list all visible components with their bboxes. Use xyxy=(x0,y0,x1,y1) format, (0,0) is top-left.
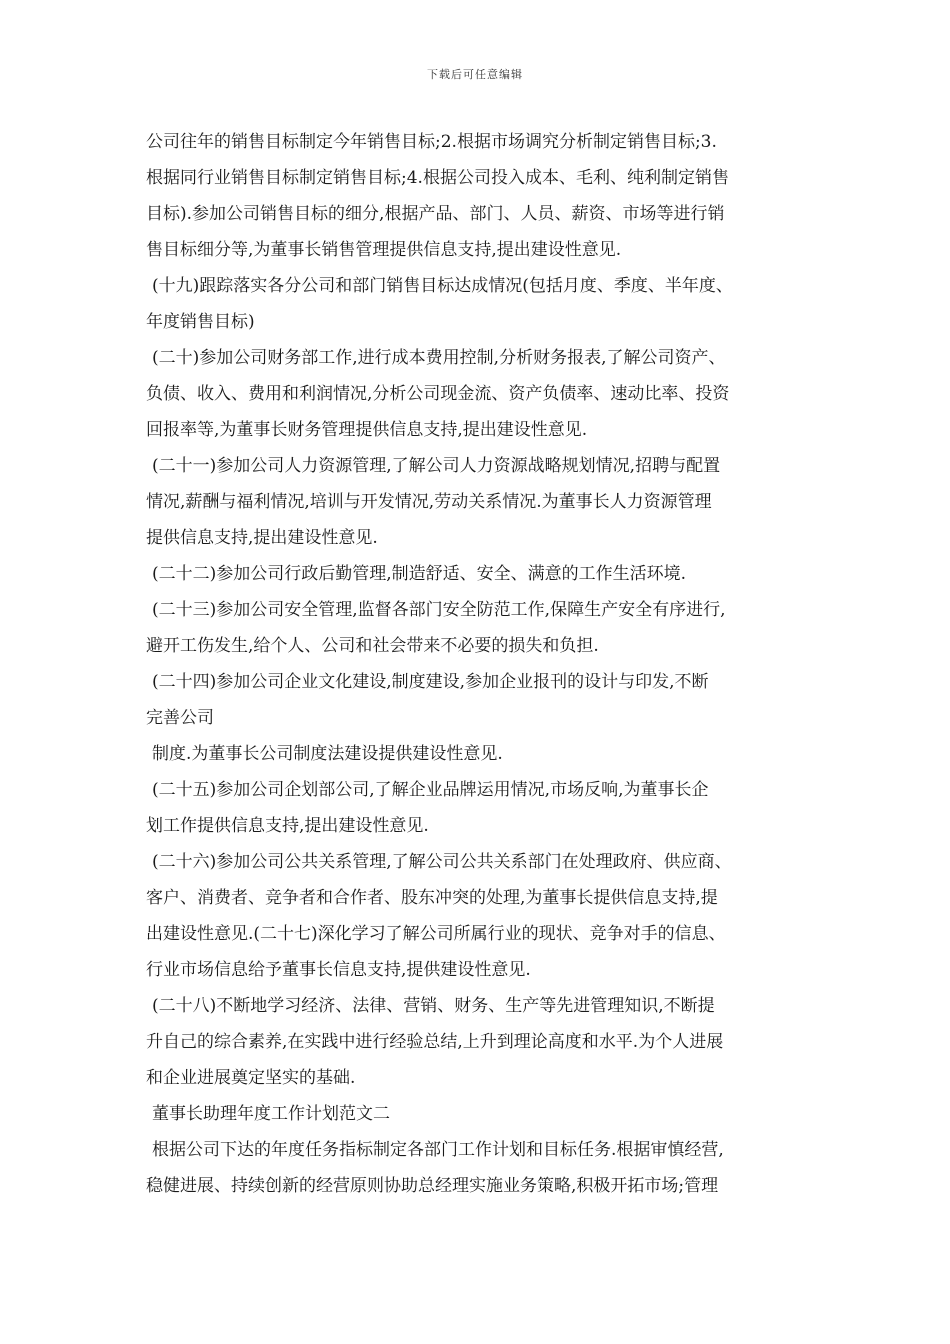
text-line: 升自己的综合素养,在实践中进行经验总结,上升到理论高度和水平.为个人进展 xyxy=(146,1032,724,1052)
text-line: 完善公司 xyxy=(146,708,214,728)
text-line: 划工作提供信息支持,提出建设性意见. xyxy=(146,816,429,836)
text-line: (二十五)参加公司企划部公司,了解企业品牌运用情况,市场反响,为董事长企 xyxy=(152,780,709,800)
page-header-note: 下载后可任意编辑 xyxy=(427,68,523,81)
text-line: (二十八)不断地学习经济、法律、营销、财务、生产等先进管理知识,不断提 xyxy=(152,996,715,1016)
text-line: 回报率等,为董事长财务管理提供信息支持,提出建设性意见. xyxy=(146,420,588,440)
text-line: 负债、收入、费用和利润情况,分析公司现金流、资产负债率、速动比率、投资 xyxy=(146,384,730,404)
text-line: 出建设性意见.(二十七)深化学习了解公司所属行业的现状、竞争对手的信息、 xyxy=(146,924,726,944)
text-line: 根据同行业销售目标制定销售目标;4.根据公司投入成本、毛利、纯利制定销售 xyxy=(146,168,729,188)
text-line: (十九)跟踪落实各分公司和部门销售目标达成情况(包括月度、季度、半年度、 xyxy=(152,276,733,296)
text-line: 制度.为董事长公司制度法建设提供建设性意见. xyxy=(152,744,503,764)
text-line: 公司往年的销售目标制定今年销售目标;2.根据市场调究分析制定销售目标;3. xyxy=(146,132,717,152)
text-line: (二十一)参加公司人力资源管理,了解公司人力资源战略规划情况,招聘与配置 xyxy=(152,456,721,476)
text-line: 客户、消费者、竞争者和合作者、股东冲突的处理,为董事长提供信息支持,提 xyxy=(146,888,718,908)
text-line: 稳健进展、持续创新的经营原则协助总经理实施业务策略,积极开拓市场;管理 xyxy=(146,1176,719,1196)
text-line: 提供信息支持,提出建设性意见. xyxy=(146,528,378,548)
text-line: 和企业进展奠定坚实的基础. xyxy=(146,1068,356,1088)
text-line: (二十四)参加公司企业文化建设,制度建设,参加企业报刊的设计与印发,不断 xyxy=(152,672,709,692)
text-line: (二十六)参加公司公共关系管理,了解公司公共关系部门在处理政府、供应商、 xyxy=(152,852,732,872)
text-line: 情况,薪酬与福利情况,培训与开发情况,劳动关系情况.为董事长人力资源管理 xyxy=(146,492,712,512)
text-line: 售目标细分等,为董事长销售管理提供信息支持,提出建设性意见. xyxy=(146,240,622,260)
text-line: (二十三)参加公司安全管理,监督各部门安全防范工作,保障生产安全有序进行, xyxy=(152,600,726,620)
text-line: 根据公司下达的年度任务指标制定各部门工作计划和目标任务.根据审慎经营, xyxy=(152,1140,724,1160)
text-line: 行业市场信息给予董事长信息支持,提供建设性意见. xyxy=(146,960,531,980)
text-line: 目标).参加公司销售目标的细分,根据产品、部门、人员、薪资、市场等进行销 xyxy=(146,204,725,224)
text-line: (二十)参加公司财务部工作,进行成本费用控制,分析财务报表,了解公司资产、 xyxy=(152,348,726,368)
document-body xyxy=(146,124,814,1204)
section-heading: 董事长助理年度工作计划范文二 xyxy=(152,1104,390,1124)
text-line: 年度销售目标) xyxy=(146,312,255,332)
text-line: 避开工伤发生,给个人、公司和社会带来不必要的损失和负担. xyxy=(146,636,599,656)
text-line: (二十二)参加公司行政后勤管理,制造舒适、安全、满意的工作生活环境. xyxy=(152,564,687,584)
